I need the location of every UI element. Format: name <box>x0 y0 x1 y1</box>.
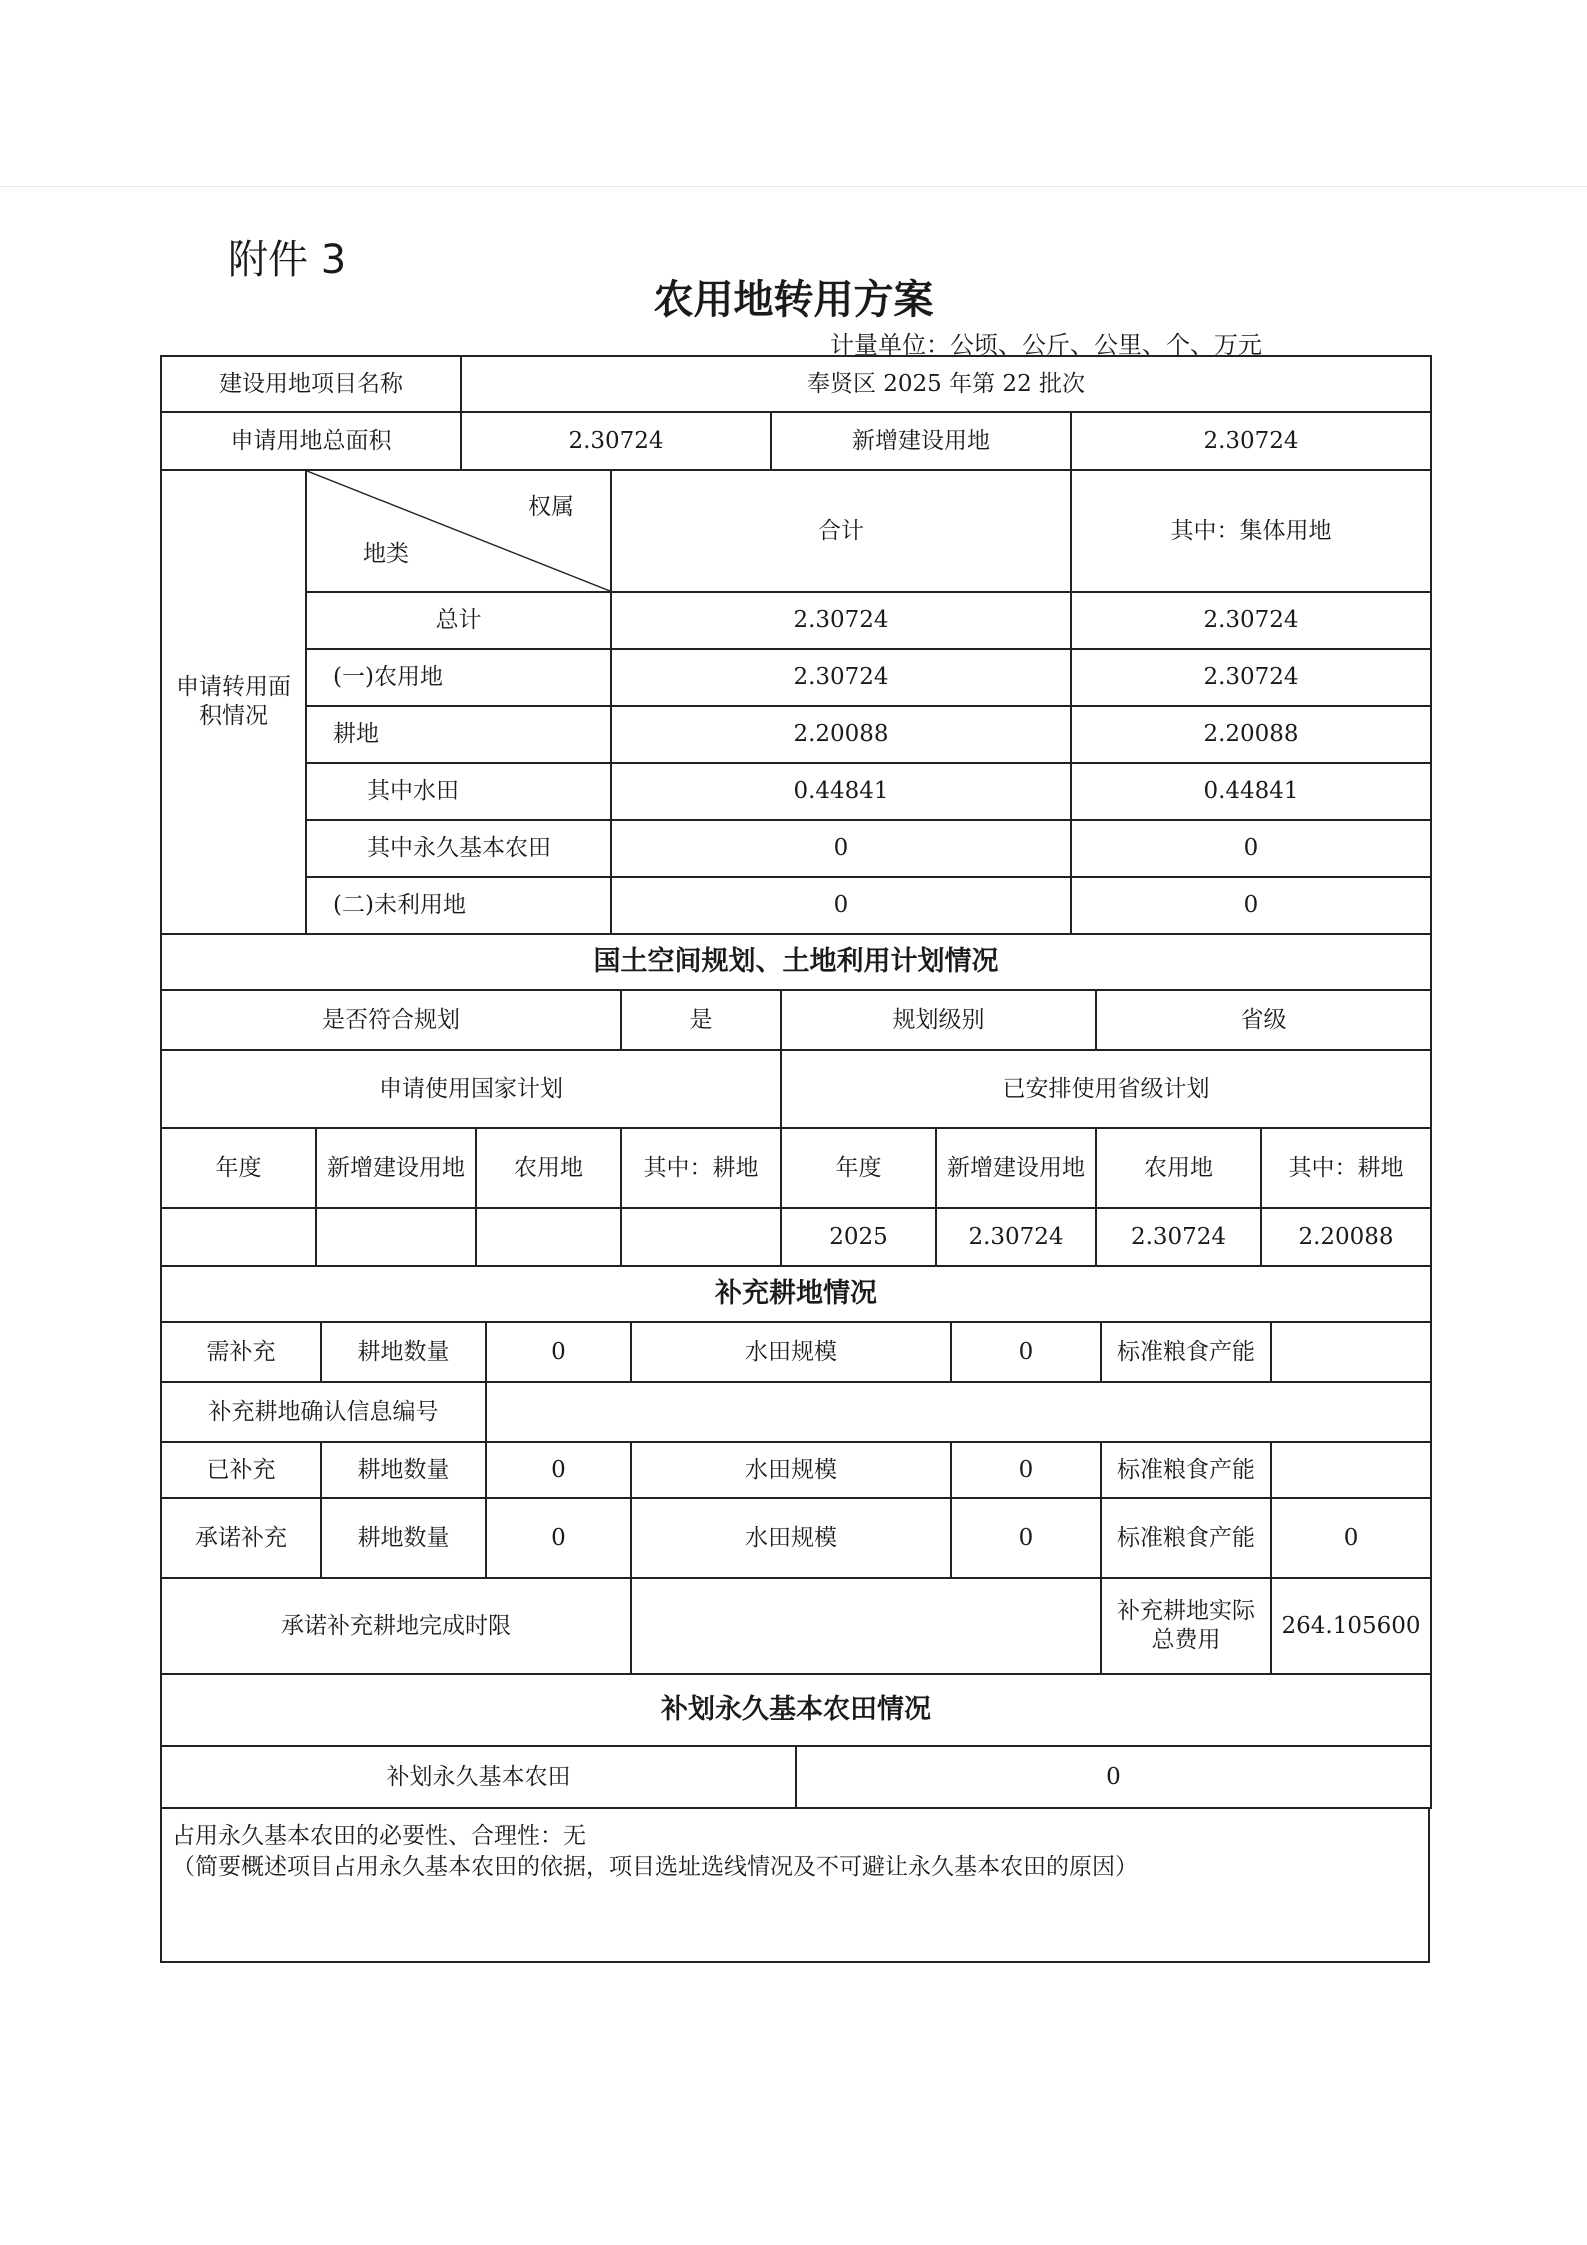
conversion-table <box>160 469 1432 935</box>
row-total: 0 <box>611 877 1071 934</box>
row-collective: 2.20088 <box>1071 706 1431 763</box>
basic-farmland-label: 补划永久基本农田 <box>161 1746 796 1808</box>
deadline-label: 承诺补充耕地完成时限 <box>161 1578 631 1674</box>
deadline-value <box>631 1578 1101 1674</box>
grain-label: 标准粮食产能 <box>1101 1322 1271 1382</box>
conversion-section-label: 申请转用面积情况 <box>161 470 306 934</box>
paddy-label: 水田规模 <box>631 1322 951 1382</box>
promise-paddy-value: 0 <box>951 1498 1101 1578</box>
cultivated-label: 耕地数量 <box>321 1442 486 1498</box>
plan-header-cell: 农用地 <box>476 1128 621 1208</box>
paddy-label: 水田规模 <box>631 1442 951 1498</box>
col-collective-header: 其中：集体用地 <box>1071 470 1431 592</box>
plan-header-cell: 新增建设用地 <box>936 1128 1096 1208</box>
plan-value-cell: 2025 <box>781 1208 936 1266</box>
plan-conform-value: 是 <box>621 990 781 1050</box>
document-title: 农用地转用方案 <box>653 277 934 323</box>
actual-cost-value: 264.105600 <box>1271 1578 1431 1674</box>
row-label: 总计 <box>306 592 611 649</box>
plan-value-cell <box>161 1208 316 1266</box>
confirm-code-value <box>486 1382 1431 1442</box>
total-area-label: 申请用地总面积 <box>161 412 461 470</box>
project-name-label: 建设用地项目名称 <box>161 356 461 412</box>
done-cultivated-value: 0 <box>486 1442 631 1498</box>
total-area-value: 2.30724 <box>461 412 771 470</box>
necessity-line: 占用永久基本农田的必要性、合理性：无 <box>172 1823 586 1849</box>
paddy-label: 水田规模 <box>631 1498 951 1578</box>
project-table <box>160 355 1432 413</box>
cultivated-label: 耕地数量 <box>321 1498 486 1578</box>
row-total: 0 <box>611 820 1071 877</box>
plan-header-cell: 年度 <box>781 1128 936 1208</box>
plan-header-cell: 其中：耕地 <box>621 1128 781 1208</box>
supplement-table <box>160 1265 1432 1675</box>
basic-farmland-value: 0 <box>796 1746 1431 1808</box>
cultivated-label: 耕地数量 <box>321 1322 486 1382</box>
necessity-explanation: （简要概述项目占用永久基本农田的依据，项目选址选线情况及不可避让永久基本农田的原因） <box>172 1854 1138 1881</box>
row-collective: 2.30724 <box>1071 649 1431 706</box>
promise-grain-value: 0 <box>1271 1498 1431 1578</box>
col-total-header: 合计 <box>611 470 1071 592</box>
plan-header-cell: 农用地 <box>1096 1128 1261 1208</box>
diagonal-header-cell <box>306 470 611 592</box>
need-cultivated-value: 0 <box>486 1322 631 1382</box>
owner-header: 权属 <box>528 494 574 520</box>
plan-level-label: 规划级别 <box>781 990 1096 1050</box>
plan-header-cell: 其中：耕地 <box>1261 1128 1431 1208</box>
unit-note: 计量单位：公顷、公斤、公里、个、万元 <box>830 331 1262 359</box>
grain-label: 标准粮食产能 <box>1101 1498 1271 1578</box>
row-collective: 0.44841 <box>1071 763 1431 820</box>
grain-label: 标准粮食产能 <box>1101 1442 1271 1498</box>
row-total: 2.30724 <box>611 592 1071 649</box>
row-collective: 0 <box>1071 877 1431 934</box>
plan-level-value: 省级 <box>1096 990 1431 1050</box>
planning-table <box>160 933 1432 1267</box>
plan-value-cell <box>621 1208 781 1266</box>
necessity-note <box>160 1809 1430 1963</box>
row-collective: 0 <box>1071 820 1431 877</box>
plan-conform-label: 是否符合规划 <box>161 990 621 1050</box>
provincial-plan-label: 已安排使用省级计划 <box>781 1050 1431 1128</box>
new-construction-value: 2.30724 <box>1071 412 1431 470</box>
area-table <box>160 411 1432 471</box>
row-total: 2.20088 <box>611 706 1071 763</box>
new-construction-label: 新增建设用地 <box>771 412 1071 470</box>
actual-cost-label: 补充耕地实际总费用 <box>1101 1578 1271 1674</box>
row-total: 2.30724 <box>611 649 1071 706</box>
project-name-value: 奉贤区 2025 年第 22 批次 <box>461 356 1431 412</box>
need-grain-value <box>1271 1322 1431 1382</box>
row-label: 其中永久基本农田 <box>306 820 611 877</box>
done-label: 已补充 <box>161 1442 321 1498</box>
planning-section-title: 国土空间规划、土地利用计划情况 <box>161 934 1431 990</box>
plan-value-cell <box>316 1208 476 1266</box>
plan-value-cell: 2.20088 <box>1261 1208 1431 1266</box>
plan-value-cell: 2.30724 <box>1096 1208 1261 1266</box>
need-paddy-value: 0 <box>951 1322 1101 1382</box>
plan-header-cell: 年度 <box>161 1128 316 1208</box>
conversion-form <box>160 355 1430 1963</box>
basic-farmland-section-title: 补划永久基本农田情况 <box>161 1674 1431 1746</box>
scan-edge-line <box>0 186 1587 187</box>
done-grain-value <box>1271 1442 1431 1498</box>
national-plan-label: 申请使用国家计划 <box>161 1050 781 1128</box>
need-label: 需补充 <box>161 1322 321 1382</box>
promise-label: 承诺补充 <box>161 1498 321 1578</box>
row-collective: 2.30724 <box>1071 592 1431 649</box>
attachment-label: 附件 3 <box>228 237 347 283</box>
promise-cultivated-value: 0 <box>486 1498 631 1578</box>
row-label: (一)农用地 <box>306 649 611 706</box>
done-paddy-value: 0 <box>951 1442 1101 1498</box>
row-label: 耕地 <box>306 706 611 763</box>
plan-header-cell: 新增建设用地 <box>316 1128 476 1208</box>
plan-value-cell: 2.30724 <box>936 1208 1096 1266</box>
basic-farmland-table <box>160 1673 1432 1809</box>
plan-value-cell <box>476 1208 621 1266</box>
diagonal-line <box>307 471 610 591</box>
row-total: 0.44841 <box>611 763 1071 820</box>
row-label: (二)未利用地 <box>306 877 611 934</box>
row-label: 其中水田 <box>306 763 611 820</box>
land-kind-header: 地类 <box>363 541 409 568</box>
supplement-section-title: 补充耕地情况 <box>161 1266 1431 1322</box>
confirm-code-label: 补充耕地确认信息编号 <box>161 1382 486 1442</box>
